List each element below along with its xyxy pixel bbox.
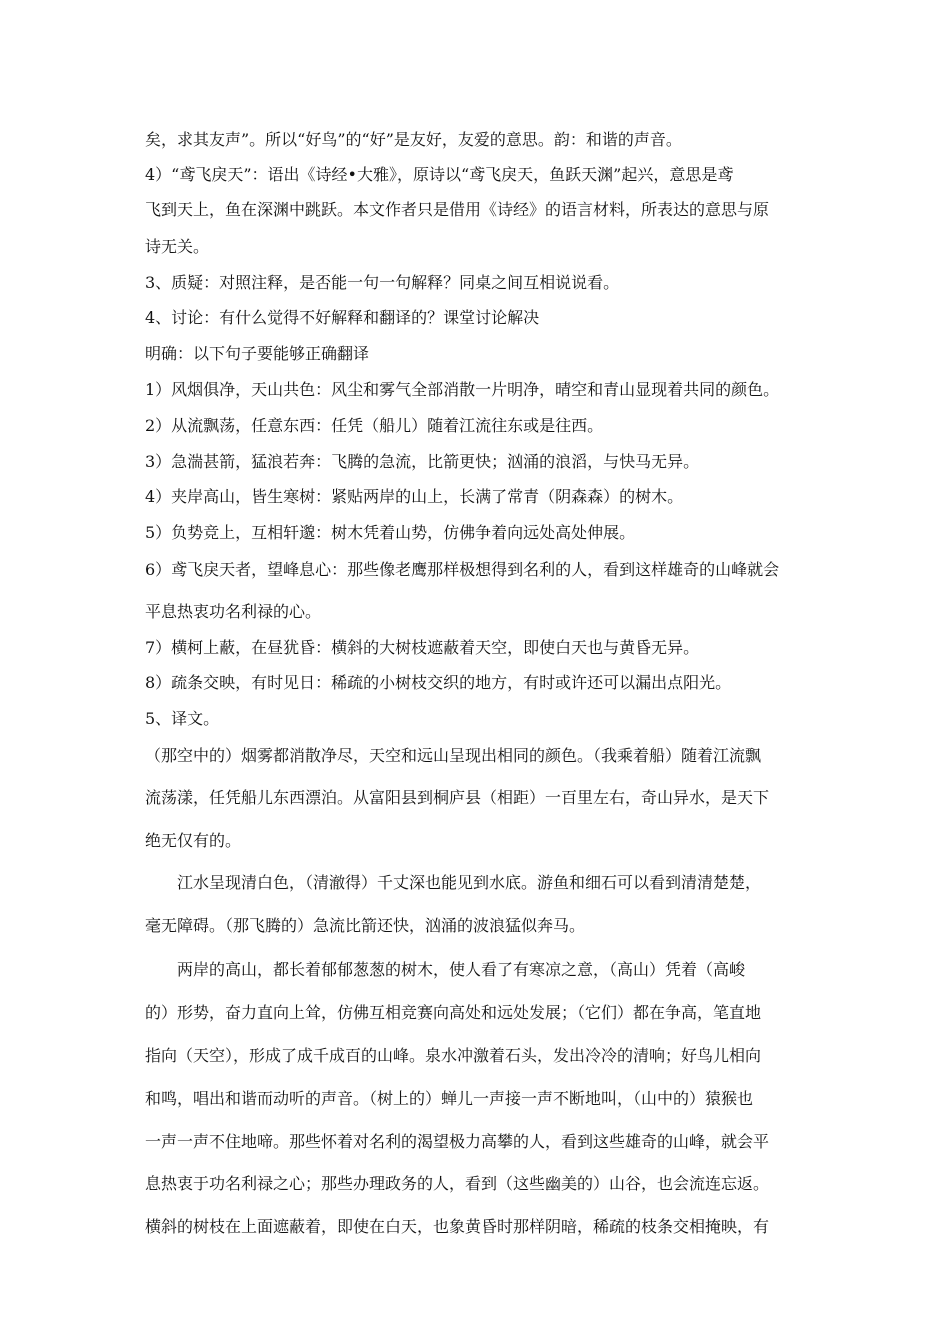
text-line: 6）鸢飞戾天者，望峰息心：那些像老鹰那样极想得到名利的人，看到这样雄奇的山峰就会 (145, 560, 780, 579)
paragraph-first-line: 江水呈现清白色，（清澈得）千丈深也能见到水底。游鱼和细石可以看到清清楚楚， (177, 873, 762, 892)
text-line: 息热衷于功名利禄之心；那些办理政务的人，看到（这些幽美的）山谷，也会流连忘返。 (145, 1174, 770, 1193)
text-line: 4、讨论：有什么觉得不好解释和翻译的？课堂讨论解决 (145, 308, 540, 327)
text-line: 和鸣，唱出和谐而动听的声音。（树上的）蝉儿一声接一声不断地叫，（山中的）猿猴也 (145, 1089, 754, 1108)
text-line: 绝无仅有的。 (145, 831, 242, 850)
text-line: 指向（天空），形成了成千成百的山峰。泉水冲激着石头，发出冷冷的清响；好鸟儿相向 (145, 1046, 762, 1065)
text-line: 3、质疑：对照注释，是否能一句一句解释？同桌之间互相说说看。 (145, 273, 620, 292)
text-line: 2）从流飘荡，任意东西：任凭（船儿）随着江流往东或是往西。 (145, 416, 604, 435)
text-line: 8）疏条交映，有时见日：稀疏的小树枝交织的地方，有时或许还可以漏出点阳光。 (145, 673, 732, 692)
text-line: 飞到天上，鱼在深渊中跳跃。本文作者只是借用《诗经》的语言材料，所表达的意思与原 (145, 200, 770, 219)
text-line: 一声一声不住地啼。那些怀着对名利的渴望极力高攀的人，看到这些雄奇的山峰，就会平 (145, 1132, 770, 1151)
text-line: 1）风烟俱净，天山共色：风尘和雾气全部消散一片明净，晴空和青山显现着共同的颜色。 (145, 380, 780, 399)
text-line: 流荡漾，任凭船儿东西漂泊。从富阳县到桐庐县（相距）一百里左右，奇山异水，是天下 (145, 788, 770, 807)
text-line: 5）负势竞上，互相轩邈：树木凭着山势，仿佛争着向远处高处伸展。 (145, 523, 636, 542)
text-line: （那空中的）烟雾都消散净尽，天空和远山呈现出相同的颜色。（我乘着船）随着江流飘 (145, 746, 762, 765)
paragraph-first-line: 两岸的高山，都长着郁郁葱葱的树木，使人看了有寒凉之意，（高山）凭着（高峻 (177, 960, 746, 979)
text-line: 毫无障碍。（那飞腾的）急流比箭还快，汹涌的波浪猛似奔马。 (145, 916, 586, 935)
text-line: 的）形势，奋力直向上耸，仿佛互相竞赛向高处和远处发展；（它们）都在争高，笔直地 (145, 1003, 762, 1022)
text-line: 4）“鸢飞戾天”：语出《诗经•大雅》，原诗以“鸢飞戾天，鱼跃天渊”起兴，意思是鸢 (145, 165, 734, 184)
section-heading: 5、译文。 (145, 709, 220, 728)
text-line: 4）夹岸高山，皆生寒树：紧贴两岸的山上，长满了常青（阴森森）的树木。 (145, 487, 684, 506)
text-line: 7）横柯上蔽，在昼犹昏：横斜的大树枝遮蔽着天空，即使白天也与黄昏无异。 (145, 638, 700, 657)
text-line: 矣，求其友声”。所以“好鸟”的“好”是友好，友爱的意思。韵：和谐的声音。 (145, 130, 682, 149)
text-line: 平息热衷功名利禄的心。 (145, 602, 322, 621)
text-line: 3）急湍甚箭，猛浪若奔：飞腾的急流，比箭更快；汹涌的浪滔，与快马无异。 (145, 452, 700, 471)
text-line: 横斜的树枝在上面遮蔽着，即使在白天，也象黄昏时那样阴暗，稀疏的枝条交相掩映，有 (145, 1217, 770, 1236)
text-line: 明确：以下句子要能够正确翻译 (145, 344, 370, 363)
text-line: 诗无关。 (145, 237, 210, 256)
